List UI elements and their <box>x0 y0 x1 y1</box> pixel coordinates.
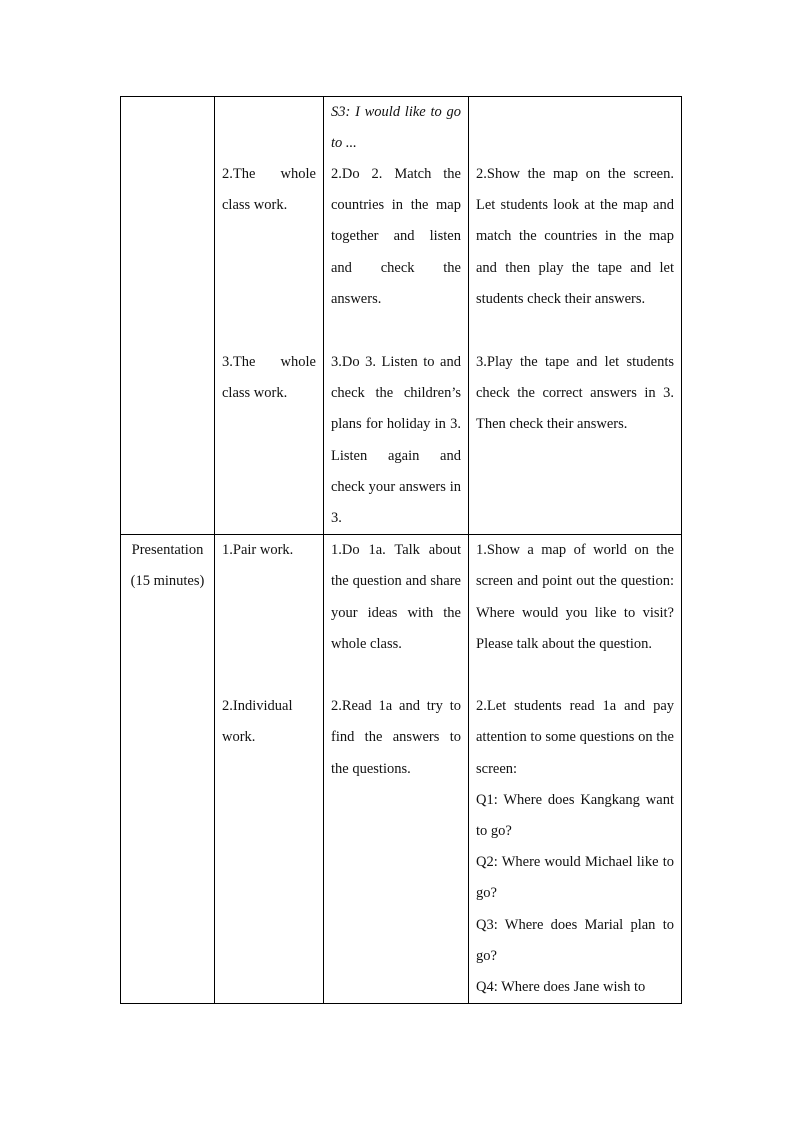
student-activity-item: 3.Do 3. Listen to and check the children’s plans for holiday in 3. Listen again and check your answers in 3. <box>331 354 461 527</box>
stage-cell <box>121 535 215 1004</box>
student-activity-cell <box>324 97 469 535</box>
form-item: 3.The whole class work. <box>222 354 316 402</box>
teacher-activity-item: 3.Play the tape and let students check the correct answers in 3. Then check their answers. <box>476 354 674 433</box>
form-item <box>222 97 316 159</box>
student-activity-item: S3: I would like to go to ... <box>331 104 461 152</box>
form-item: 2.The whole class work. <box>222 166 316 214</box>
teacher-activity-item: 2.Show the map on the screen. Let students look at the map and match the countries in the map and then play the tape and let students check their answers. <box>476 166 674 307</box>
form-item: 2.Individual work. <box>222 698 293 746</box>
form-cell <box>215 535 324 1004</box>
question-item: Q4: Where does Jane wish to <box>476 979 646 996</box>
table-row <box>121 535 682 1004</box>
student-activity-item: 2.Read 1a and try to find the answers to the questions. <box>331 698 461 777</box>
question-item: Q3: Where does Marial plan to go? <box>476 916 674 964</box>
question-item: Q1: Where does Kangkang want to go? <box>476 791 674 840</box>
form-cell <box>215 97 324 535</box>
stage-duration: (15 minutes) <box>130 573 205 590</box>
lesson-plan-table <box>120 96 682 1004</box>
teacher-activity-cell <box>469 97 682 535</box>
student-activity-item: 1.Do 1a. Talk about the question and share your ideas with the whole class. <box>331 542 461 652</box>
stage-cell <box>121 97 215 535</box>
table-row <box>121 97 682 535</box>
teacher-activity-item: 2.Let students read 1a and pay attention to some questions on the screen: <box>476 698 674 777</box>
question-item: Q2: Where would Michael like to go? <box>476 854 674 902</box>
student-activity-item: 2.Do 2. Match the countries in the map together and listen and check the answers. <box>331 166 461 307</box>
form-item: 1.Pair work. <box>222 542 294 559</box>
teacher-activity-item: 1.Show a map of world on the screen and point out the question: Where would you like to visit? Please talk about the question. <box>476 542 674 652</box>
student-activity-cell <box>324 535 469 1004</box>
teacher-activity-item <box>476 97 674 159</box>
teacher-activity-cell <box>469 535 682 1004</box>
stage-label: Presentation <box>131 542 204 559</box>
